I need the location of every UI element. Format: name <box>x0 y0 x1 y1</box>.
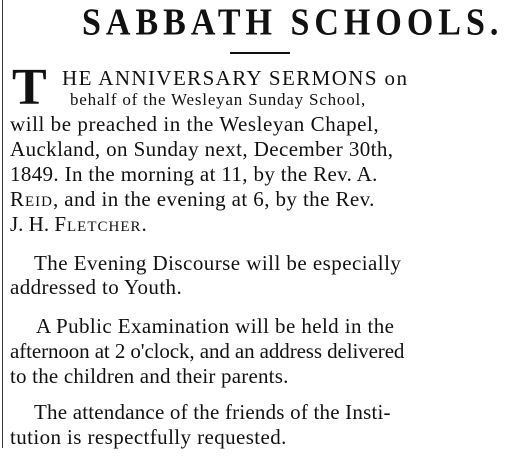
paragraph2-line1: The Evening Discourse will be especially <box>34 251 402 275</box>
paragraph1-line7 <box>10 212 147 236</box>
drop-cap-letter: T <box>12 59 47 116</box>
paragraph2-line2: addressed to Youth. <box>10 275 183 299</box>
paragraph3-line1: A Public Examination will be held in the <box>36 314 395 338</box>
paragraph1-line1: HE ANNIVERSARY SERMONS on <box>62 66 409 90</box>
paragraph3-line3: to the children and their parents. <box>10 364 289 388</box>
paragraph1-line6-text: , and in the evening at 6, by the Rev. <box>53 187 375 211</box>
paragraph1-line4: Auckland, on Sunday next, December 30th, <box>10 137 394 161</box>
column-rule <box>2 0 3 448</box>
paragraph1-line7-suffix: . <box>141 212 147 236</box>
paragraph1-line5: 1849. In the morning at 11, by the Rev. A. <box>10 162 378 186</box>
paragraph3-line2: afternoon at 2 o'clock, and an address delivered <box>10 339 405 363</box>
paragraph4-line2: tution is respectfully requested. <box>10 425 287 449</box>
paragraph1-line6 <box>10 187 375 211</box>
minister-name-reid: Reid <box>10 187 53 211</box>
paragraph1-line3: will be preached in the Wesleyan Chapel, <box>10 112 380 136</box>
heading-underline <box>230 52 290 54</box>
minister-name-fletcher: Fletcher <box>54 212 142 236</box>
paragraph1-line2: behalf of the Wesleyan Sunday School, <box>70 90 367 109</box>
minister-initials: J. H. <box>10 212 55 236</box>
notice-heading: SABBATH SCHOOLS. <box>82 2 504 44</box>
paragraph4-line1: The attendance of the friends of the Insti- <box>34 400 391 424</box>
